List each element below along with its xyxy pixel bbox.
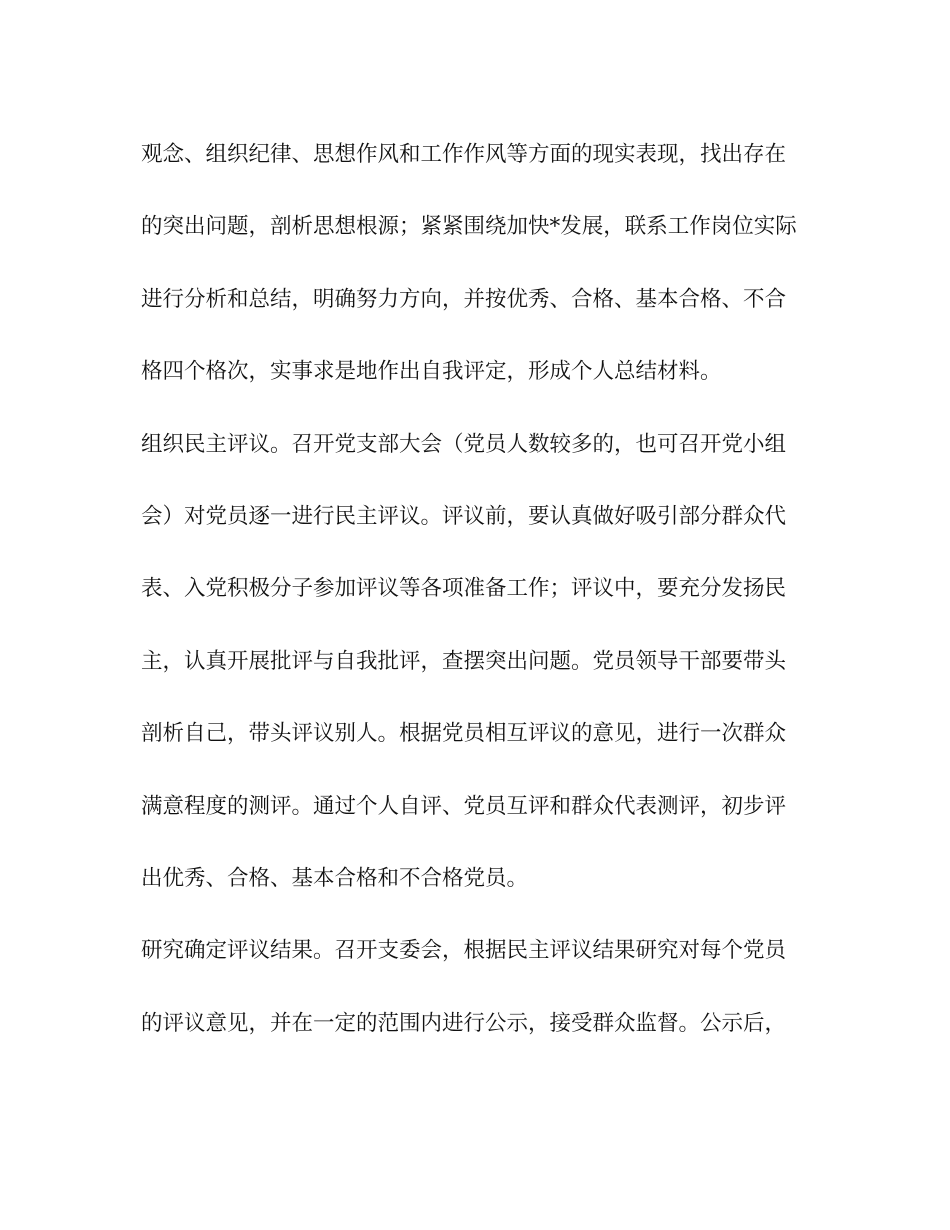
text-line: 会）对党员逐一进行民主评议。评议前，要认真做好吸引部分群众代 — [141, 503, 787, 529]
text-line: 出优秀、合格、基本合格和不合格党员。 — [141, 865, 529, 891]
text-line: 满意程度的测评。通过个人自评、党员互评和群众代表测评，初步评 — [141, 793, 787, 819]
text-line: 格四个格次，实事求是地作出自我评定，形成个人总结材料。 — [141, 359, 722, 385]
text-line: 的评议意见，并在一定的范围内进行公示，接受群众监督。公示后， — [141, 1010, 787, 1036]
text-line: 进行分析和总结，明确努力方向，并按优秀、合格、基本合格、不合 — [141, 286, 787, 312]
body-text — [141, 137, 821, 1078]
text-line: 表、入党积极分子参加评议等各项准备工作；评议中，要充分发扬民 — [141, 576, 787, 602]
text-line: 研究确定评议结果。召开支委会，根据民主评议结果研究对每个党员 — [141, 938, 787, 964]
text-line: 观念、组织纪律、思想作风和工作作风等方面的现实表现，找出存在 — [141, 142, 787, 167]
text-line: 剖析自己，带头评议别人。根据党员相互评议的意见，进行一次群众 — [141, 721, 787, 747]
text-line: 组织民主评议。召开党支部大会（党员人数较多的，也可召开党小组 — [141, 431, 787, 457]
text-line: 的突出问题，剖析思想根源；紧紧围绕加快*发展，联系工作岗位实际 — [141, 214, 797, 240]
text-line: 主，认真开展批评与自我批评，查摆突出问题。党员领导干部要带头 — [141, 648, 787, 674]
